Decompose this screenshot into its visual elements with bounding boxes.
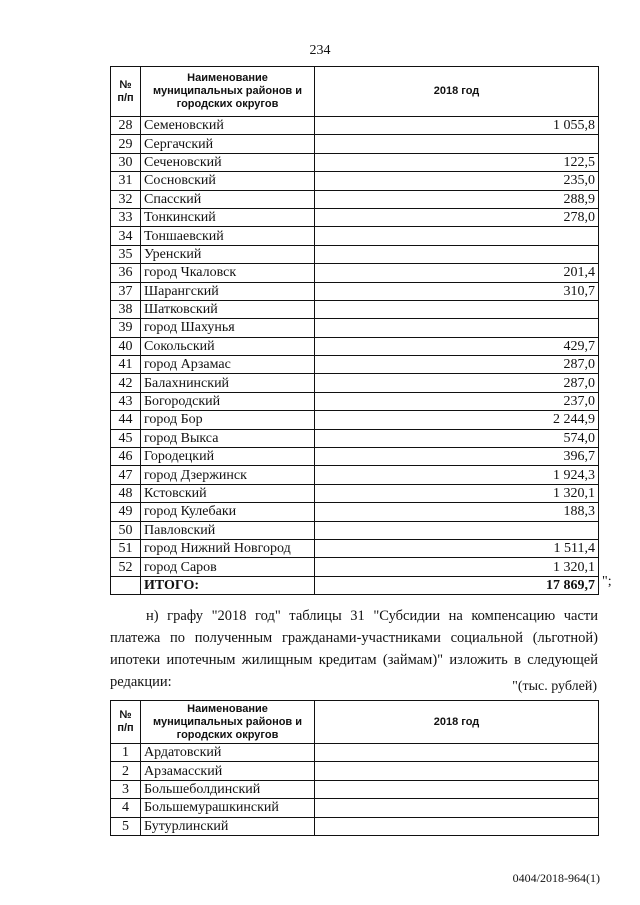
units-label: "(тыс. рублей) <box>512 679 597 694</box>
municipality-name: Сосновский <box>141 172 315 190</box>
table-row <box>111 190 599 208</box>
municipality-name: Тонкинский <box>141 208 315 226</box>
mortgage-subsidies-table <box>110 700 599 836</box>
table-row <box>111 466 599 484</box>
value-2018: 1 320,1 <box>315 484 599 502</box>
value-2018 <box>315 762 599 780</box>
table-row <box>111 356 599 374</box>
table-row <box>111 799 599 817</box>
table-row <box>111 780 599 798</box>
value-2018: 1 924,3 <box>315 466 599 484</box>
row-number: 40 <box>111 337 141 355</box>
municipality-name: Кстовский <box>141 484 315 502</box>
row-number: 43 <box>111 392 141 410</box>
table-row <box>111 503 599 521</box>
value-2018: 201,4 <box>315 264 599 282</box>
row-number: 4 <box>111 799 141 817</box>
header-municipality: Наименование муниципальных районов и городских округов <box>141 701 315 744</box>
row-number: 30 <box>111 153 141 171</box>
table-row <box>111 337 599 355</box>
row-number: 39 <box>111 319 141 337</box>
municipality-name: Богородский <box>141 392 315 410</box>
row-number: 47 <box>111 466 141 484</box>
table-header-row <box>111 67 599 117</box>
table-row <box>111 282 599 300</box>
header-year-2018: 2018 год <box>315 67 599 117</box>
row-number: 38 <box>111 300 141 318</box>
table-body <box>111 744 599 836</box>
municipality-name: Шатковский <box>141 300 315 318</box>
row-number: 33 <box>111 208 141 226</box>
row-number: 46 <box>111 448 141 466</box>
table-row <box>111 374 599 392</box>
municipality-name: город Чкаловск <box>141 264 315 282</box>
municipality-name: город Дзержинск <box>141 466 315 484</box>
document-code: 0404/2018-964(1) <box>512 871 600 885</box>
table-row <box>111 558 599 576</box>
municipality-name: Семеновский <box>141 117 315 135</box>
table-row <box>111 208 599 226</box>
row-number: 36 <box>111 264 141 282</box>
total-number-cell <box>111 576 141 594</box>
row-number: 44 <box>111 411 141 429</box>
header-number: № п/п <box>111 67 141 117</box>
total-label: ИТОГО: <box>141 576 315 594</box>
municipality-name: город Арзамас <box>141 356 315 374</box>
table-row <box>111 300 599 318</box>
value-2018 <box>315 780 599 798</box>
municipality-name: Городецкий <box>141 448 315 466</box>
value-2018: 287,0 <box>315 356 599 374</box>
header-municipality: Наименование муниципальных районов и городских округов <box>141 67 315 117</box>
table-row <box>111 817 599 835</box>
municipality-name: Ардатовский <box>141 744 315 762</box>
value-2018: 287,0 <box>315 374 599 392</box>
table-row <box>111 762 599 780</box>
row-number: 28 <box>111 117 141 135</box>
value-2018 <box>315 521 599 539</box>
subsidies-table-continued <box>110 66 599 595</box>
value-2018: 1 055,8 <box>315 117 599 135</box>
municipality-name: Арзамасский <box>141 762 315 780</box>
table-header-row <box>111 701 599 744</box>
value-2018: 574,0 <box>315 429 599 447</box>
municipality-name: город Кулебаки <box>141 503 315 521</box>
value-2018 <box>315 817 599 835</box>
row-number: 3 <box>111 780 141 798</box>
table-row <box>111 245 599 263</box>
row-number: 51 <box>111 539 141 557</box>
row-number: 1 <box>111 744 141 762</box>
municipality-name: Большеболдинский <box>141 780 315 798</box>
table-row <box>111 227 599 245</box>
table-body <box>111 117 599 577</box>
closing-quote-mark: "; <box>602 574 612 589</box>
value-2018 <box>315 227 599 245</box>
value-2018 <box>315 245 599 263</box>
value-2018 <box>315 799 599 817</box>
value-2018 <box>315 744 599 762</box>
table-row <box>111 521 599 539</box>
municipality-name: Уренский <box>141 245 315 263</box>
row-number: 35 <box>111 245 141 263</box>
table-row <box>111 264 599 282</box>
table-row <box>111 153 599 171</box>
row-number: 48 <box>111 484 141 502</box>
municipality-name: Балахнинский <box>141 374 315 392</box>
municipality-name: Бутурлинский <box>141 817 315 835</box>
row-number: 50 <box>111 521 141 539</box>
value-2018: 288,9 <box>315 190 599 208</box>
row-number: 5 <box>111 817 141 835</box>
row-number: 37 <box>111 282 141 300</box>
row-number: 29 <box>111 135 141 153</box>
header-year-2018: 2018 год <box>315 701 599 744</box>
value-2018: 188,3 <box>315 503 599 521</box>
row-number: 2 <box>111 762 141 780</box>
value-2018: 278,0 <box>315 208 599 226</box>
page-number: 234 <box>309 43 331 58</box>
total-row <box>111 576 599 594</box>
municipality-name: город Бор <box>141 411 315 429</box>
value-2018 <box>315 135 599 153</box>
table-row <box>111 484 599 502</box>
row-number: 49 <box>111 503 141 521</box>
table-row <box>111 117 599 135</box>
municipality-name: Спасский <box>141 190 315 208</box>
municipality-name: Большемурашкинский <box>141 799 315 817</box>
header-number: № п/п <box>111 701 141 744</box>
municipality-name: Шарангский <box>141 282 315 300</box>
municipality-name: Сокольский <box>141 337 315 355</box>
value-2018: 396,7 <box>315 448 599 466</box>
table-row <box>111 319 599 337</box>
row-number: 34 <box>111 227 141 245</box>
value-2018 <box>315 319 599 337</box>
municipality-name: город Саров <box>141 558 315 576</box>
table-row <box>111 429 599 447</box>
row-number: 42 <box>111 374 141 392</box>
table-row <box>111 135 599 153</box>
value-2018: 2 244,9 <box>315 411 599 429</box>
table-row <box>111 744 599 762</box>
municipality-name: город Нижний Новгород <box>141 539 315 557</box>
value-2018 <box>315 300 599 318</box>
table-row <box>111 539 599 557</box>
value-2018: 237,0 <box>315 392 599 410</box>
value-2018: 1 320,1 <box>315 558 599 576</box>
value-2018: 310,7 <box>315 282 599 300</box>
table-row <box>111 411 599 429</box>
value-2018: 122,5 <box>315 153 599 171</box>
total-value: 17 869,7 <box>315 576 599 594</box>
table-row <box>111 172 599 190</box>
table-row <box>111 448 599 466</box>
value-2018: 235,0 <box>315 172 599 190</box>
table-row <box>111 392 599 410</box>
municipality-name: город Шахунья <box>141 319 315 337</box>
row-number: 32 <box>111 190 141 208</box>
municipality-name: город Выкса <box>141 429 315 447</box>
municipality-name: Тоншаевский <box>141 227 315 245</box>
row-number: 52 <box>111 558 141 576</box>
municipality-name: Павловский <box>141 521 315 539</box>
municipality-name: Сергачский <box>141 135 315 153</box>
municipality-name: Сеченовский <box>141 153 315 171</box>
row-number: 41 <box>111 356 141 374</box>
value-2018: 429,7 <box>315 337 599 355</box>
amendment-paragraph: н) графу "2018 год" таблицы 31 "Субсидии на компенсацию части платежа по полученным гражданами-участниками социальной (льготной) ипотеки ипотечным жилищным кредитам (займам)" изложить в следующей редакции: <box>110 608 598 690</box>
row-number: 31 <box>111 172 141 190</box>
value-2018: 1 511,4 <box>315 539 599 557</box>
row-number: 45 <box>111 429 141 447</box>
